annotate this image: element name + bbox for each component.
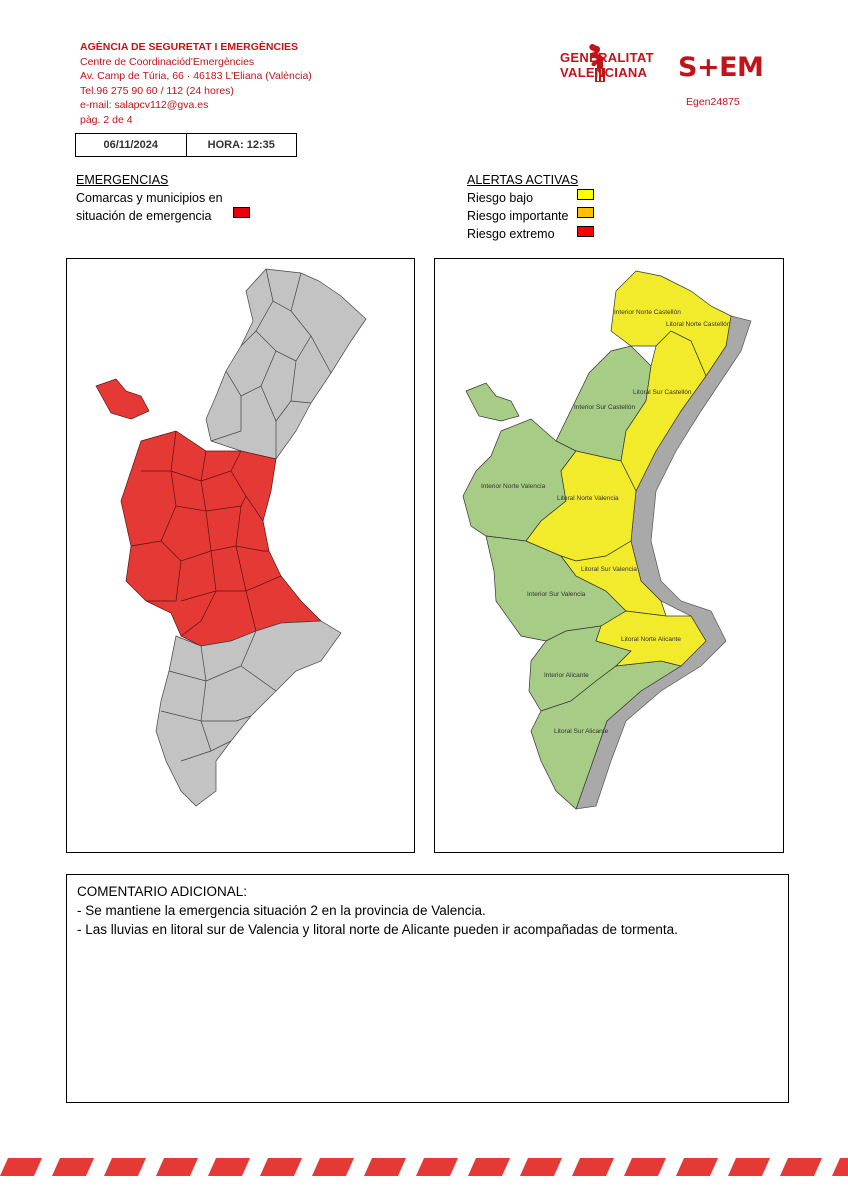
comment-line-1: - Se mantiene la emergencia situación 2 en la provincia de Valencia. [77,903,486,918]
swatch-riesgo-importante [577,207,594,218]
logo-line-2: VALENCIANA [560,65,648,80]
footer-stripe [468,1158,510,1176]
castellon-region [206,269,366,459]
document-code: Egen24875 [686,96,740,108]
footer-stripe [52,1158,94,1176]
valencia-region [121,431,321,646]
footer-stripe [0,1158,42,1176]
footer-stripe [312,1158,354,1176]
label-interior-sur-valencia: Interior Sur Valencia [527,591,586,598]
alertas-title: ALERTAS ACTIVAS [467,173,579,187]
alert-riesgo-bajo: Riesgo bajo [467,191,534,205]
agency-title: AGÈNCIA DE SEGURETAT I EMERGÈNCIES [80,41,298,53]
emergencias-title: EMERGENCIAS [76,173,169,187]
label-interior-sur-castellon: Interior Sur Castellón [574,404,636,411]
comment-title: COMENTARIO ADICIONAL: [77,884,248,899]
label-interior-norte-castellon: Interior Norte Castellón [614,309,681,316]
agency-center: Centre de Coordinaciód'Emergències [80,55,255,68]
label-litoral-sur-valencia: Litoral Sur Valencia [581,566,637,573]
agency-contact-block [80,40,400,127]
footer-stripe [104,1158,146,1176]
swatch-riesgo-extremo [577,226,594,237]
agency-phone: Tel.96 275 90 60 / 112 (24 hores) [80,84,234,97]
label-litoral-norte-alicante: Litoral Norte Alicante [621,636,681,643]
label-litoral-sur-alicante: Litoral Sur Alicante [554,728,609,735]
emergencias-line-2: situación de emergencia [76,209,212,223]
logo-line-1: GENERALITAT [560,50,654,65]
comment-line-2: - Las lluvias en litoral sur de Valencia y litoral norte de Alicante pueden ir acompañadas de tormenta. [77,922,678,937]
footer-stripes [0,1150,848,1180]
alertas-legend [467,171,578,243]
alerts-map [434,258,784,853]
footer-stripe [416,1158,458,1176]
agency-email: e-mail: salapcv112@gva.es [80,99,209,111]
emergency-map-graphic [67,259,414,852]
comment-box [66,874,789,1103]
generalitat-logo-text [560,50,654,80]
label-litoral-norte-castellon: Litoral Norte Castellón [666,321,731,328]
footer-stripe [624,1158,666,1176]
emergency-map [66,258,415,853]
footer-stripe [156,1158,198,1176]
footer-stripe [572,1158,614,1176]
label-litoral-sur-castellon: Litoral Sur Castellón [633,389,692,396]
emergencias-legend [76,171,223,225]
alert-riesgo-importante: Riesgo importante [467,209,569,223]
report-time: HORA: 12:35 [207,139,275,151]
zone-ademuz [466,383,519,421]
footer-stripe [780,1158,822,1176]
footer-stripe [260,1158,302,1176]
report-date: 06/11/2024 [103,139,158,151]
label-litoral-norte-valencia: Litoral Norte Valencia [557,495,619,502]
swatch-riesgo-bajo [577,189,594,200]
rincon-de-ademuz [96,379,149,419]
footer-stripe [832,1158,848,1176]
footer-stripe [208,1158,250,1176]
label-interior-alicante: Interior Alicante [544,672,589,679]
label-interior-norte-valencia: Interior Norte Valencia [481,483,546,490]
page-number: pàg. 2 de 4 [80,113,133,126]
footer-stripe [364,1158,406,1176]
alerts-map-graphic [435,259,783,852]
emergency-color-swatch [233,207,250,218]
alert-riesgo-extremo: Riesgo extremo [467,227,555,241]
footer-stripe [676,1158,718,1176]
agency-address: Av. Camp de Túria, 66 · 46183 L'Eliana (València) [80,70,312,82]
emergencias-line-1: Comarcas y municipios en [76,191,223,205]
sem-logo: S+EM [678,52,764,83]
footer-stripe [728,1158,770,1176]
footer-stripe [520,1158,562,1176]
date-time-box [75,133,297,157]
